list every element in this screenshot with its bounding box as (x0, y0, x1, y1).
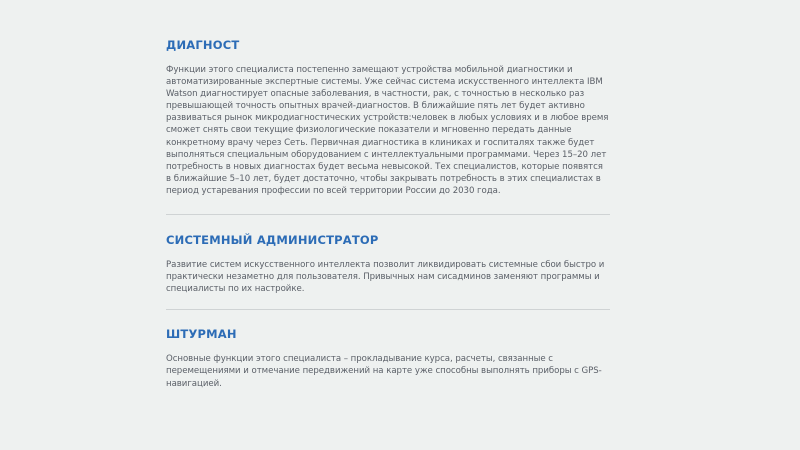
section-title: СИСТЕМНЫЙ АДМИНИСТРАТОР (166, 233, 379, 248)
section-body: Развитие систем искусственного интеллекта позволит ликвидировать системные сбои быстро и практически незаметно для пользователя. Привычных нам сисадминов заменяют программы и специалисты по их настройке. (166, 260, 605, 295)
section-title: ДИАГНОСТ (166, 38, 240, 52)
section-title: ШТУРМАН (166, 327, 237, 342)
section-diagnost (166, 38, 610, 215)
divider (166, 214, 610, 215)
article-content (166, 38, 610, 390)
divider (166, 309, 610, 310)
section-body: Основные функции этого специалиста – прокладывание курса, расчеты, связанные с перемещениями и отмечание передвижений на карте уже способны выполнять приборы с GPS-навигацией. (166, 354, 602, 389)
section-shturman (166, 327, 610, 389)
section-body: Функции этого специалиста постепенно замещают устройства мобильной диагностики и автоматизированные экспертные системы. Уже сейчас система искусственного интеллекта IBM Watson диагностирует опасные заболевания, в частности, рак, с точностью в несколько раз превышающей точность опытных врачей-диагностов. В ближайшие пять лет будет активно развиваться рынок микродиагностических устройств:человек в любых условиях и в любое время сможет снять свои текущие физиологические показатели и мгновенно передать данные конкретному врачу через Сеть. Первичная диагностика в клиниках и госпиталях также будет выполняться специальным оборудованием с интеллектуальными программами. Через 15–20 лет потребность в новых диагностах будет весьма невысокой. Тех специалистов, которые появятся в ближайшие 5–10 лет, будет достаточно, чтобы закрывать потребность в этих специалистах в период устаревания профессии по всей территории России до 2030 года. (166, 65, 609, 196)
section-sysadmin (166, 233, 610, 310)
